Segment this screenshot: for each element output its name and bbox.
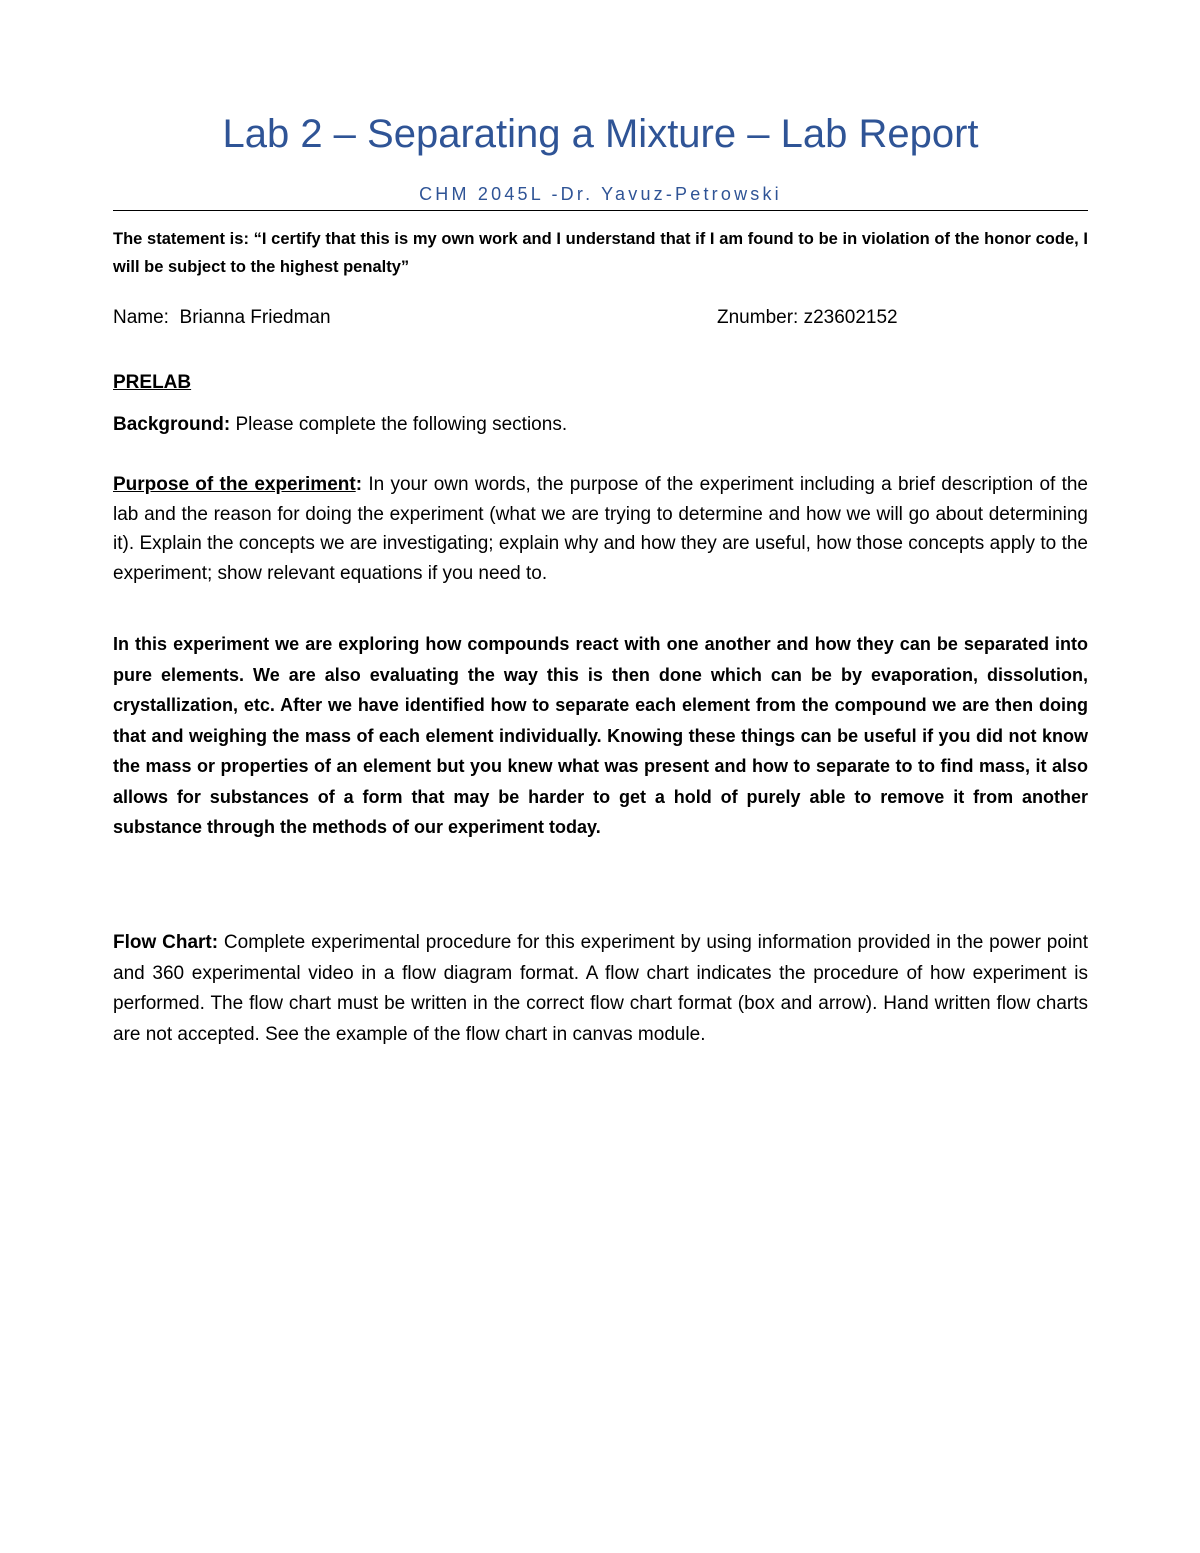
background-label: Background: [113,414,231,435]
purpose-answer: In this experiment we are exploring how compounds react with one another and how they can be separated into pure elements. We are also evaluating the way this is then done which can be by evaporation, dissolution, crystallization, etc. After we have identified how to separate each element from the compound we are then doing that and weighing the mass of each element individually. Knowing these things can be useful if you did not know the mass or properties of an element but you knew what was present and how to separate to to find mass, it also allows for substances of a form that may be harder to get a hold of purely able to remove it from another substance through the methods of our experiment today. [113,634,1088,837]
purpose-label: Purpose of the experiment [113,474,356,495]
background-section [113,411,1088,439]
purpose-section [113,470,1088,588]
purpose-instructions: In your own words, the purpose of the experiment including a brief description of the lab and the reason for doing the experiment (what we are trying to determine and how we will go about determining it). Explain the concepts we are investigating; explain why and how they are useful, how those concepts apply to the experiment; show relevant equations if you need to. [113,474,1088,584]
flow-chart-instructions: Complete experimental procedure for this experiment by using information provided in the power point and 360 experimental video in a flow diagram format. A flow chart indicates the procedure of how experiment is performed. The flow chart must be written in the correct flow chart format (box and arrow). Hand written flow charts are not accepted. See the example of the flow chart in canvas module. [113,932,1088,1046]
prelab-heading: PRELAB [113,372,192,393]
header-divider [113,210,1088,211]
document-subtitle: CHM 2045L -Dr. Yavuz-Petrowski [419,184,782,204]
znumber-field [717,304,898,332]
flow-chart-label: Flow Chart: [113,932,219,953]
name-value: Brianna Friedman [179,307,331,328]
document-title: Lab 2 – Separating a Mixture – Lab Report [222,112,979,156]
background-text: Please complete the following sections. [230,414,568,435]
honor-statement: The statement is: “I certify that this is my own work and I understand that if I am found to be in violation of the honor code, I will be subject to the highest penalty” [113,230,1088,276]
flow-chart-section [113,928,1088,1051]
name-label: Name: [113,307,169,328]
student-info-row [113,304,1088,332]
znumber-label: Znumber: [717,307,799,328]
purpose-colon: : [355,474,363,495]
znumber-value: z23602152 [803,307,898,328]
